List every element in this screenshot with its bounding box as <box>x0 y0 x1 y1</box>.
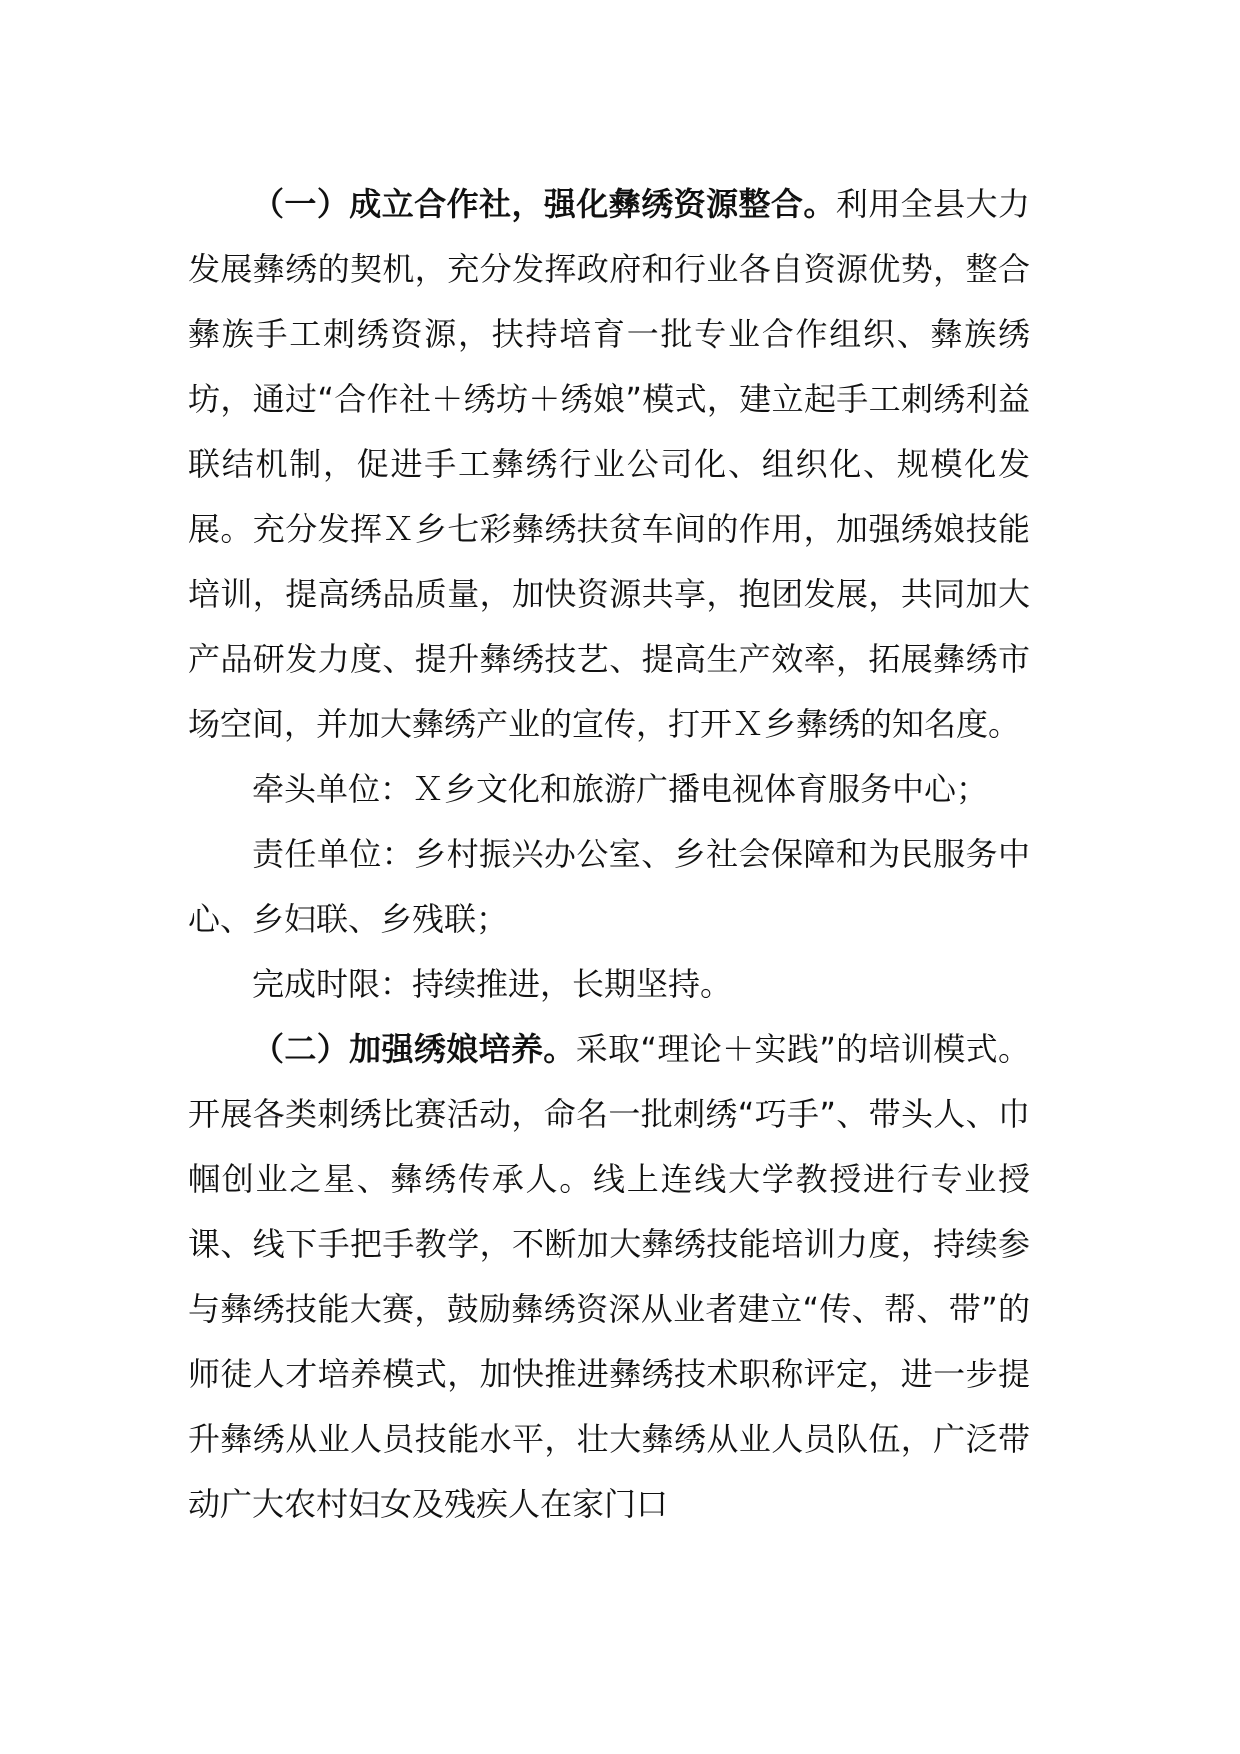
section-1-body: 利用全县大力发展彝绣的契机，充分发挥政府和行业各自资源优势，整合彝族手工刺绣资源，扶持培育一批专业合作组织、彝族绣坊，通过“合作社＋绣坊＋绣娘”模式，建立起手工刺绣利益联结机制，促进手工彝绣行业公司化、组织化、规模化发展。充分发挥Ｘ乡七彩彝绣扶贫车间的作用，加强绣娘技能培训，提高绣品质量，加快资源共享，抱团发展，共同加大产品研发力度、提升彝绣技艺、提高生产效率，拓展彝绣市场空间，并加大彝绣产业的宣传，打开Ｘ乡彝绣的知名度。 <box>188 185 1030 743</box>
section-2-body: 采取“理论＋实践”的培训模式。开展各类刺绣比赛活动，命名一批刺绣“巧手”、带头人、巾帼创业之星、彝绣传承人。线上连线大学教授进行专业授课、线下手把手教学，不断加大彝绣技能培训力度，持续参与彝绣技能大赛，鼓励彝绣资深从业者建立“传、帮、带”的师徒人才培养模式，加快推进彝绣技术职称评定，进一步提升彝绣从业人员技能水平，壮大彝绣从业人员队伍，广泛带动广大农村妇女及残疾人在家门口 <box>188 1030 1030 1523</box>
section-1-paragraph <box>188 172 1030 757</box>
section-1-heading: （一）成立合作社，强化彝绣资源整合。 <box>252 185 836 223</box>
section-2-heading: （二）加强绣娘培养。 <box>252 1030 576 1068</box>
section-2-paragraph <box>188 1017 1030 1537</box>
lead-unit-line: 牵头单位：Ｘ乡文化和旅游广播电视体育服务中心； <box>252 770 989 808</box>
document-page <box>188 172 1030 1537</box>
deadline-line: 完成时限：持续推进，长期坚持。 <box>252 965 733 1003</box>
responsible-units-line: 责任单位：乡村振兴办公室、乡社会保障和为民服务中心、乡妇联、乡残联； <box>188 835 1030 938</box>
